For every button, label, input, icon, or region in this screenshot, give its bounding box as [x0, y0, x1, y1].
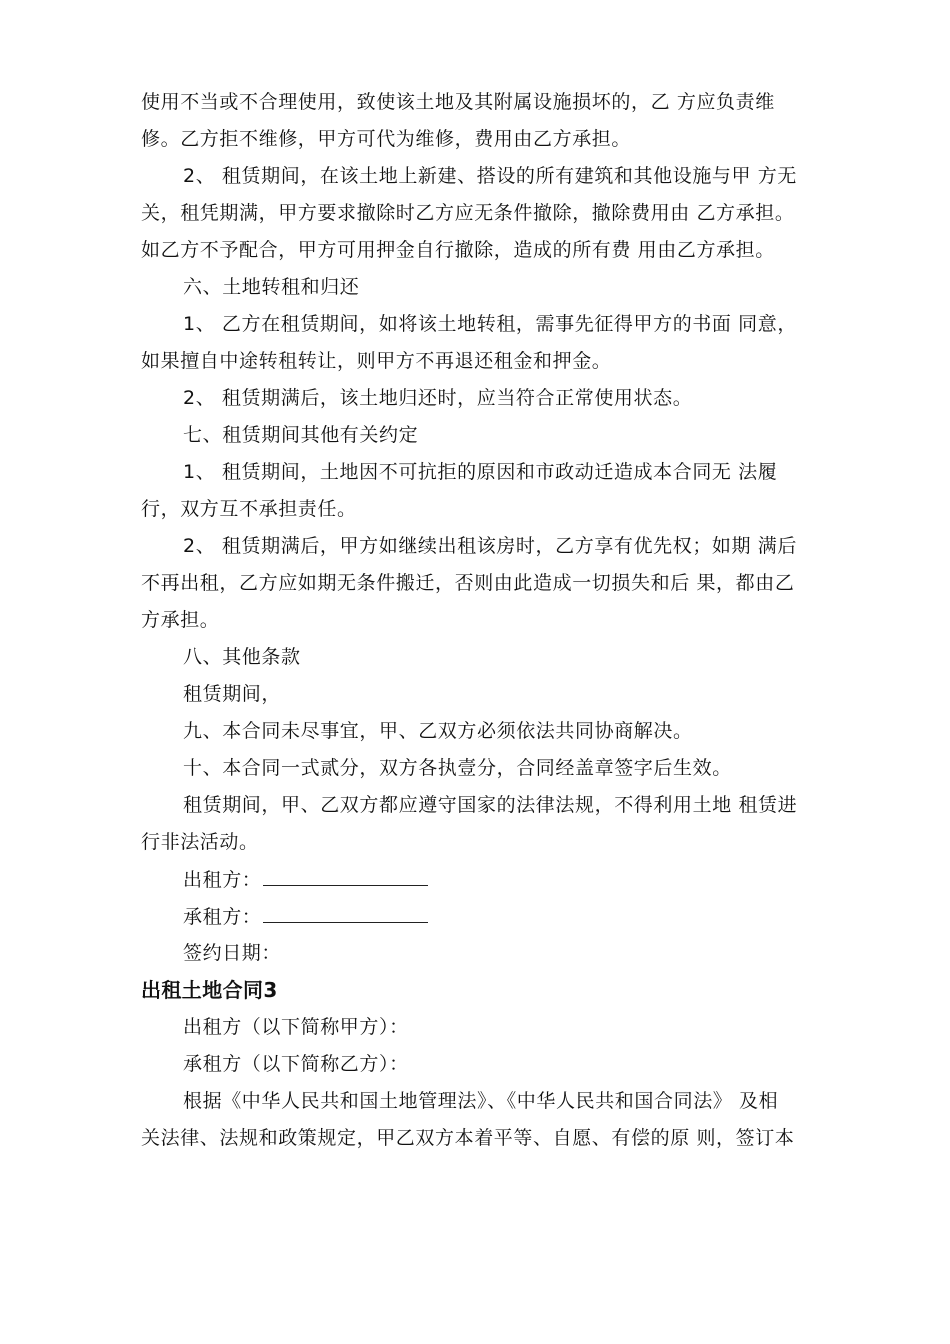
text-line: 七、租赁期间其他有关约定 — [183, 424, 419, 446]
text-line: 方承担。 — [141, 609, 220, 631]
text-line: 租赁期间，甲、乙双方都应遵守国家的法律法规，不得利用土地 租赁进 — [183, 794, 798, 816]
text-line: 承租方（以下简称乙方）： — [183, 1053, 409, 1075]
text-line: 行，双方互不承担责任。 — [141, 498, 357, 520]
document-page — [141, 84, 831, 1157]
text-line: 2、 租赁期满后，该土地归还时，应当符合正常使用状态。 — [183, 387, 693, 409]
text-line: 如果擅自中途转租转让，则甲方不再退还租金和押金。 — [141, 350, 612, 372]
lessee-signature-line — [141, 898, 831, 935]
text-line: 九、本合同未尽事宜，甲、乙双方必须依法共同协商解决。 — [183, 720, 693, 742]
lessor-signature-line — [141, 861, 831, 898]
contract-body — [141, 84, 831, 861]
text-line: 六、土地转租和归还 — [183, 276, 360, 298]
section-title: 出租土地合同3 — [141, 978, 278, 1002]
section3-body — [141, 1009, 831, 1157]
text-line: 租赁期间， — [183, 683, 282, 705]
lessor-blank — [263, 861, 428, 886]
text-line: 不再出租，乙方应如期无条件搬迁，否则由此造成一切损失和后 果，都由乙 — [141, 572, 795, 594]
text-line: 使用不当或不合理使用，致使该土地及其附属设施损坏的，乙 方应负责维 — [141, 91, 775, 113]
text-line: 十、本合同一式贰分，双方各执壹分，合同经盖章签字后生效。 — [183, 757, 732, 779]
text-line: 出租方（以下简称甲方）： — [183, 1016, 409, 1038]
text-line: 如乙方不予配合，甲方可用押金自行撤除，造成的所有费 用由乙方承担。 — [141, 239, 775, 261]
text-line: 2、 租赁期间，在该土地上新建、搭设的所有建筑和其他设施与甲 方无 — [183, 165, 797, 187]
lessee-blank — [263, 898, 428, 923]
text-line: 1、 租赁期间，土地因不可抗拒的原因和市政动迁造成本合同无 法履 — [183, 461, 778, 483]
text-line: 1、 乙方在租赁期间，如将该土地转租，需事先征得甲方的书面 同意， — [183, 313, 797, 335]
text-line: 修。乙方拒不维修，甲方可代为维修，费用由乙方承担。 — [141, 128, 632, 150]
text-line: 根据《中华人民共和国土地管理法》、《中华人民共和国合同法》 及相 — [183, 1090, 779, 1112]
signing-date-line — [141, 935, 831, 972]
text-line: 关，租凭期满，甲方要求撤除时乙方应无条件撤除，撤除费用由 乙方承担。 — [141, 202, 795, 224]
text-line: 行非法活动。 — [141, 831, 259, 853]
lessee-label: 承租方： — [183, 906, 262, 928]
signing-date-label: 签约日期： — [183, 942, 282, 964]
lessor-label: 出租方： — [183, 869, 262, 891]
text-line: 八、其他条款 — [183, 646, 301, 668]
text-line: 关法律、法规和政策规定，甲乙双方本着平等、自愿、有偿的原 则，签订本 — [141, 1127, 795, 1149]
text-line: 2、 租赁期满后，甲方如继续出租该房时，乙方享有优先权；如期 满后 — [183, 535, 797, 557]
